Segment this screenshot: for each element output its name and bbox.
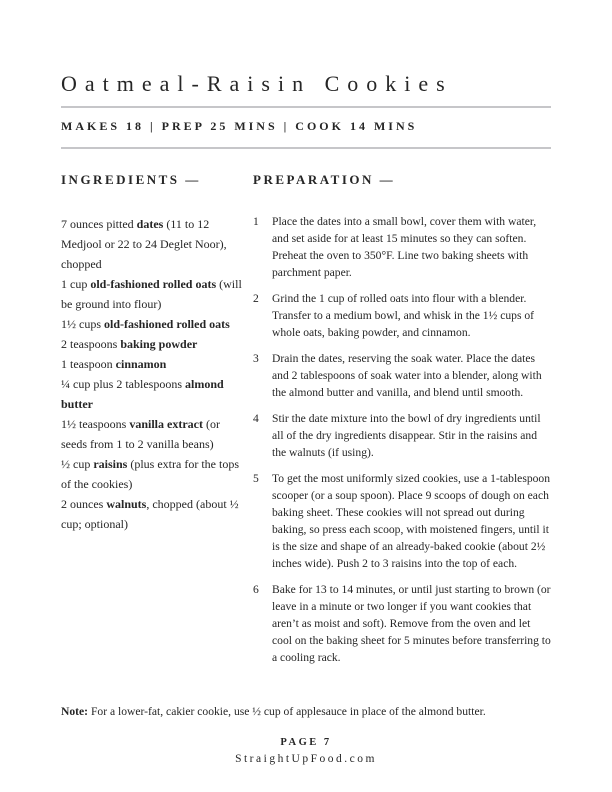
prep-step bbox=[253, 350, 551, 401]
step-number: 3 bbox=[253, 352, 259, 365]
step-number: 1 bbox=[253, 215, 259, 228]
step-text: Place the dates into a small bowl, cover them with water, and set aside for at least 15 minutes so they can soften. Preheat the oven to 350°F. Line two baking sheets with parchment paper. bbox=[272, 215, 537, 279]
page-number: PAGE 7 bbox=[280, 737, 332, 748]
recipe-note bbox=[61, 703, 551, 720]
prep-step bbox=[253, 410, 551, 461]
site-name: StraightUpFood.com bbox=[235, 753, 377, 765]
note-label: Note: bbox=[61, 705, 89, 718]
meta-divider bbox=[61, 147, 551, 149]
ingredient-item: 1½ cups old-fashioned rolled oats bbox=[61, 317, 230, 331]
ingredient-item: 1 teaspoon cinnamon bbox=[61, 357, 167, 371]
recipe-meta: MAKES 18 | PREP 25 MINS | COOK 14 MINS bbox=[61, 119, 418, 133]
ingredients-heading: INGREDIENTS — bbox=[61, 172, 201, 187]
page-title: Oatmeal-Raisin Cookies bbox=[61, 70, 453, 96]
step-text: Bake for 13 to 14 minutes, or until just starting to brown (or leave in a minute or two longer if you want cookies that aren’t as moist and soft). Remove from the oven and let cool on the baking sheet for 5 minutes before transferring to a cooling rack. bbox=[272, 583, 551, 664]
step-text: Grind the 1 cup of rolled oats into flour with a blender. Transfer to a medium bowl, and whisk in the 1½ cups of whole oats, baking powder, and cinnamon. bbox=[272, 292, 535, 339]
step-number: 6 bbox=[253, 583, 259, 596]
preparation-column bbox=[253, 171, 551, 675]
ingredient-item: 2 teaspoons baking powder bbox=[61, 337, 198, 351]
prep-step bbox=[253, 290, 551, 341]
page-footer bbox=[0, 735, 612, 767]
step-text: Drain the dates, reserving the soak water. Place the dates and 2 tablespoons of soak water into a blender, along with the almond butter and vanilla, and blend until smooth. bbox=[272, 352, 542, 399]
ingredient-item: ½ cup raisins (plus extra for the tops of the cookies) bbox=[61, 457, 239, 491]
step-number: 5 bbox=[253, 472, 259, 485]
prep-step bbox=[253, 213, 551, 281]
step-text: Stir the date mixture into the bowl of dry ingredients until all of the dry ingredients disappear. Stir in the raisins and the walnuts (if using). bbox=[272, 412, 541, 459]
note-text: For a lower-fat, cakier cookie, use ½ cup of applesauce in place of the almond butter. bbox=[88, 705, 486, 718]
ingredient-item: 7 ounces pitted dates (11 to 12 Medjool or 22 to 24 Deglet Noor), chopped bbox=[61, 217, 227, 271]
prep-step bbox=[253, 470, 551, 572]
preparation-heading: PREPARATION — bbox=[253, 172, 396, 187]
prep-step bbox=[253, 581, 551, 666]
ingredient-list bbox=[61, 214, 247, 534]
step-number: 4 bbox=[253, 412, 259, 425]
preparation-step-list bbox=[253, 213, 551, 666]
ingredients-column bbox=[61, 171, 247, 675]
recipe-body bbox=[61, 171, 551, 675]
title-divider bbox=[61, 106, 551, 108]
ingredient-item: ¼ cup plus 2 tablespoons almond butter bbox=[61, 377, 224, 411]
step-text: To get the most uniformly sized cookies, use a 1-tablespoon scooper (or a soup spoon). Place 9 scoops of dough on each baking sheet. These cookies will not spread out during baking, so press each scoop, with moistened fingers, until it is the size and shape of an already-baked cookie (about 2½ inches wide). Push 2 to 3 raisins into the top of each. bbox=[272, 472, 551, 570]
step-number: 2 bbox=[253, 292, 259, 305]
ingredient-item: 1½ teaspoons vanilla extract (or seeds from 1 to 2 vanilla beans) bbox=[61, 417, 220, 451]
ingredient-item: 2 ounces walnuts, chopped (about ½ cup; optional) bbox=[61, 497, 239, 531]
ingredient-item: 1 cup old-fashioned rolled oats (will be ground into flour) bbox=[61, 277, 242, 311]
